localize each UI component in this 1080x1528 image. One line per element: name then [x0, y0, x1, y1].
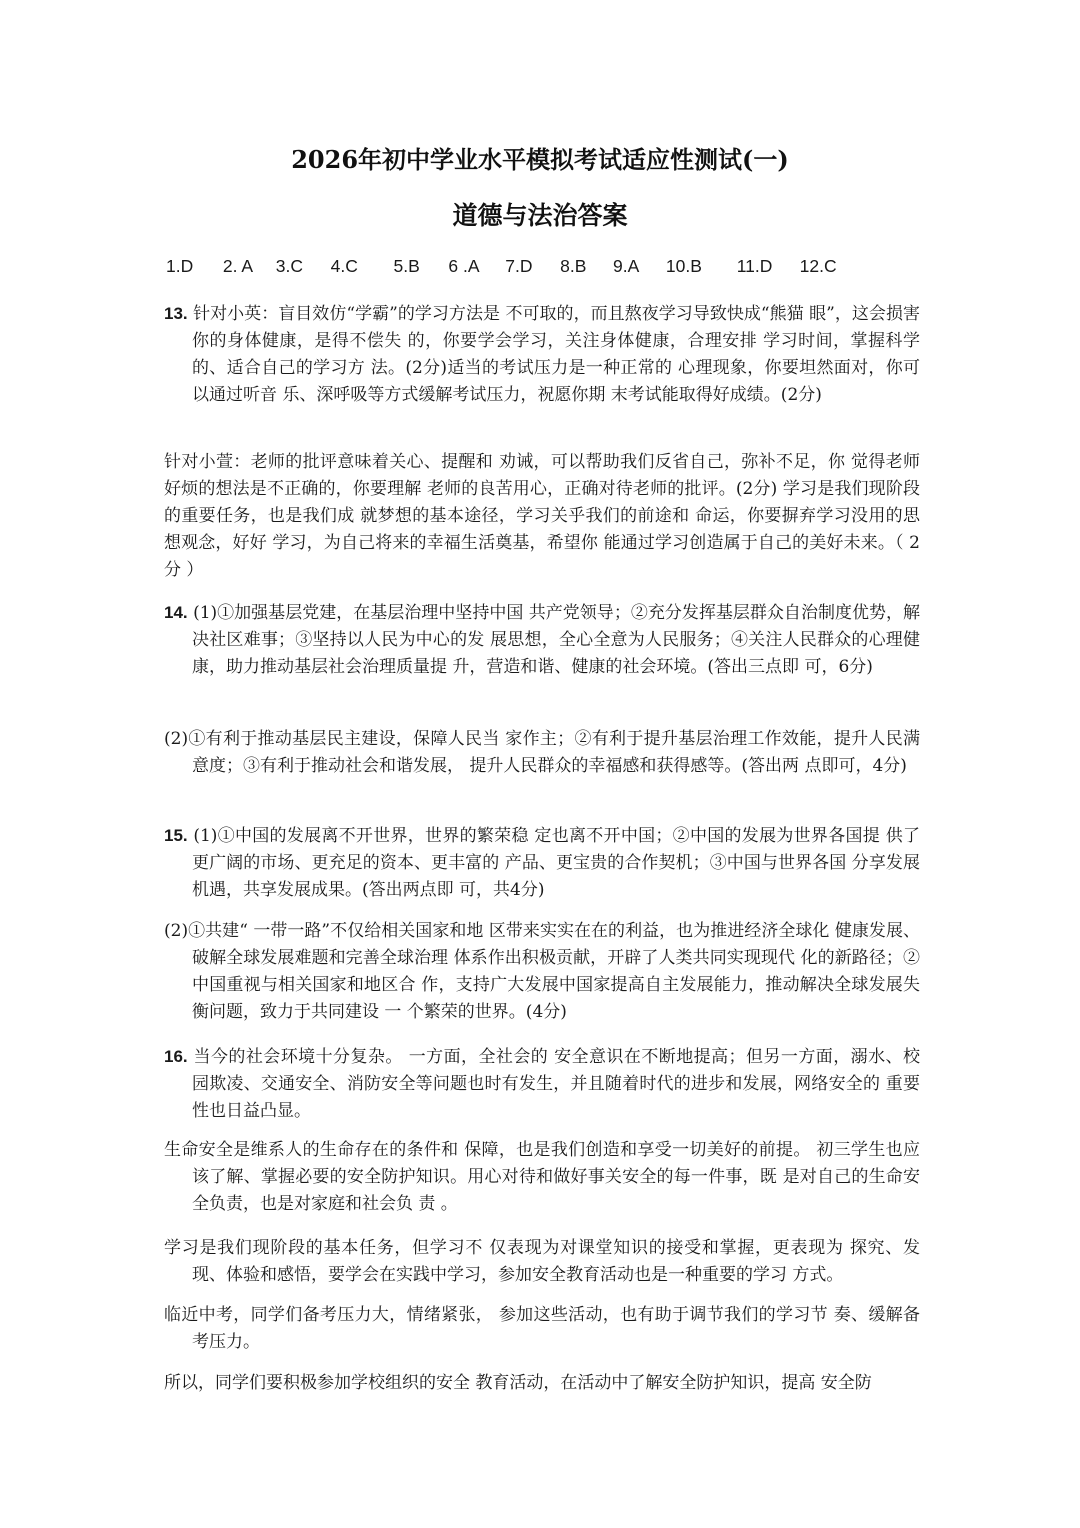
q14-part2: (2)①有利于推动基层民主建设，保障人民当 家作主；②有利于提升基层治理工作效能，提升人民满意度；③有利于推动社会和谐发展， 提升人民群众的幸福感和获得感等。(答出两 点即可，4分) [164, 729, 920, 776]
q15-part1 [164, 822, 920, 904]
question-number: 16. [164, 1047, 188, 1066]
page-subtitle: 道德与法治答案 [452, 201, 628, 230]
answer-item: 4.C [330, 256, 358, 276]
q16-part3: 学习是我们现阶段的基本任务，但学习不 仅表现为对课堂知识的接受和掌握，更表现为 探究、发现、体验和感悟，要学会在实践中学习，参加安全教育活动也是一种重要的学习 方式。 [164, 1238, 920, 1285]
answer-text: (1)①中国的发展离不开世界，世界的繁荣稳 定也离不开中国；②中国的发展为世界各国提 供了更广阔的市场、更充足的资本、更丰富的 产品、更宝贵的合作契机；③中国与世界各国 分享发展机遇，共享发展成果。(答出两点即 可，共4分) [192, 826, 920, 900]
answer-item: 11.D [736, 256, 773, 276]
answer-item: 12.C [799, 256, 837, 276]
question-number: 13. [164, 304, 188, 323]
answer-text: (1)①加强基层党建，在基层治理中坚持中国 共产党领导；②充分发挥基层群众自治制度优势，解决社区难事；③坚持以人民为中心的发 展思想，全心全意为人民服务；④关注人民群众的心理健康，助力推动基层社会治理质量提 升，营造和谐、健康的社会环境。(答出三点即 可，6分) [192, 603, 921, 677]
q16-part1 [164, 1043, 920, 1125]
answer-item: 6 .A [448, 256, 480, 276]
answer-item: 8.B [560, 256, 587, 276]
q15-part2: (2)①共建“ 一带一路”不仅给相关国家和地 区带来实实在在的利益，也为推进经济全球化 健康发展、破解全球发展难题和完善全球治理 体系作出积极贡献，开辟了人类共同实现现代 化的新路径；②中国重视与相关国家和地区合 作，支持广大发展中国家提高自主发展能力，推动解决全球发展失衡问题，致力于共同建设 一 个繁荣的世界。(4分) [164, 921, 920, 1022]
q16-part4: 临近中考，同学们备考压力大，情绪紧张， 参加这些活动，也有助于调节我们的学习节 奏、缓解备考压力。 [164, 1305, 920, 1352]
q13-part2: 针对小萱：老师的批评意味着关心、提醒和 劝诫，可以帮助我们反省自己，弥补不足，你 觉得老师好烦的想法是不正确的，你要理解 老师的良苦用心，正确对待老师的批评。(2分) 学习是我们现阶段的重要任务，也是我们成 就梦想的基本途径，学习关乎我们的前途和 命运，你要摒弃学习没用的思想观念，好好 学习，为自己将来的幸福生活奠基，希望你 能通过学习创造属于自己的美好未来。（ 2 分 ） [164, 452, 920, 580]
answer-item: 1.D [166, 256, 194, 276]
answer-item: 10.B [665, 256, 702, 276]
answer-item: 3.C [275, 256, 303, 276]
question-number: 15. [164, 826, 188, 845]
answer-item: 9.A [613, 256, 640, 276]
answer-item: 2. A [222, 256, 254, 276]
q14-part1 [164, 599, 920, 681]
answer-text: 针对小英：盲目效仿“学霸”的学习方法是 不可取的，而且熬夜学习导致快成“熊猫 眼”，这会损害你的身体健康，是得不偿失 的，你要学会学习，关注身体健康，合理安排 学习时间，掌握科学的、适合自己的学习方 法。(2分)适当的考试压力是一种正常的 心理现象，你要坦然面对，你可以通过听音 乐、深呼吸等方式缓解考试压力，祝愿你期 末考试能取得好成绩。(2分) [192, 304, 920, 405]
q16-part5: 所以，同学们要积极参加学校组织的安全 教育活动，在活动中了解安全防护知识，提高 安全防 [164, 1373, 872, 1393]
page-title: 2026年初中学业水平模拟考试适应性测试(一) [291, 145, 789, 174]
question-number: 14. [164, 603, 188, 622]
q16-part2: 生命安全是维系人的生命存在的条件和 保障，也是我们创造和享受一切美好的前提。 初三学生也应该了解、掌握必要的安全防护知识。用心对待和做好事关安全的每一件事，既 是对自己的生命安全负责，也是对家庭和社会负 责 。 [164, 1140, 920, 1214]
choice-answers-row [166, 256, 837, 277]
answer-item: 5.B [393, 256, 420, 276]
q13-part1 [164, 300, 920, 409]
answer-item: 7.D [505, 256, 533, 276]
answer-text: 当今的社会环境十分复杂。 一方面，全社会的 安全意识在不断地提高；但另一方面，溺水、校 园欺凌、交通安全、消防安全等问题也时有发生，并且随着时代的进步和发展，网络安全的 重要性也日益凸显。 [192, 1047, 921, 1121]
